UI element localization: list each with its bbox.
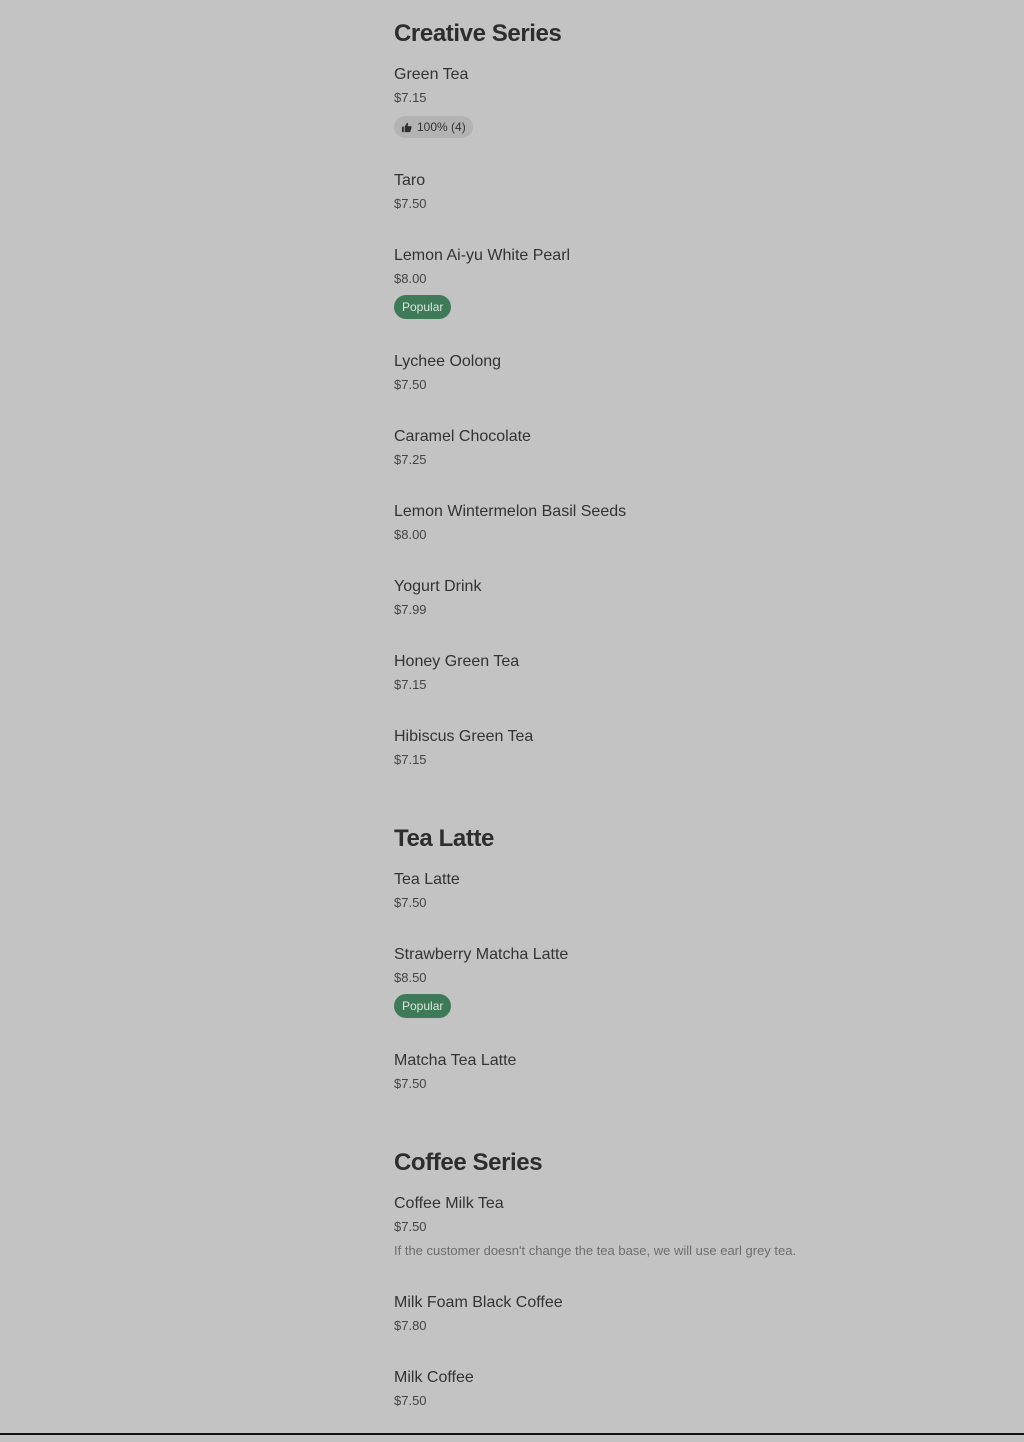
item-name: Caramel Chocolate — [394, 428, 531, 445]
item-price: $7.50 — [394, 196, 427, 211]
section-coffee-series — [394, 1125, 1014, 1410]
rating-badge — [394, 116, 473, 138]
menu-item-yogurt-drink[interactable] — [394, 576, 1014, 619]
item-price: $7.50 — [394, 1219, 427, 1234]
section-title: Tea Latte — [394, 825, 494, 852]
section-creative-series — [394, 0, 1014, 769]
menu-item-lemon-ai-yu-white-pearl[interactable] — [394, 245, 1014, 319]
item-name: Lemon Wintermelon Basil Seeds — [394, 503, 627, 520]
menu-item-matcha-tea-latte[interactable] — [394, 1050, 1014, 1093]
item-name: Milk Coffee — [394, 1369, 474, 1386]
menu-item-caramel-chocolate[interactable] — [394, 426, 1014, 469]
item-price: $7.80 — [394, 1318, 427, 1333]
item-description: If the customer doesn't change the tea base, we will use earl grey tea. — [394, 1243, 797, 1258]
menu-item-coffee-milk-tea[interactable] — [394, 1193, 1014, 1260]
section-title: Creative Series — [394, 20, 562, 47]
item-name: Lychee Oolong — [394, 353, 502, 370]
item-name: Honey Green Tea — [394, 653, 520, 670]
item-price: $7.15 — [394, 752, 427, 767]
rating-text: 100% (4) — [417, 120, 466, 134]
menu-list — [394, 0, 1014, 1442]
item-price: $7.15 — [394, 677, 427, 692]
item-price: $8.00 — [394, 527, 427, 542]
section-title: Coffee Series — [394, 1149, 543, 1176]
menu-item-lychee-oolong[interactable] — [394, 351, 1014, 394]
item-price: $7.50 — [394, 1076, 427, 1091]
menu-item-strawberry-matcha-latte[interactable] — [394, 944, 1014, 1018]
item-price: $7.50 — [394, 895, 427, 910]
section-tea-latte — [394, 801, 1014, 1093]
item-price: $7.25 — [394, 452, 427, 467]
item-price: $7.99 — [394, 602, 427, 617]
menu-item-hibiscus-green-tea[interactable] — [394, 726, 1014, 769]
item-price: $7.15 — [394, 90, 427, 105]
popular-badge: Popular — [394, 994, 451, 1018]
item-name: Taro — [394, 172, 426, 189]
thumbs-up-icon — [401, 122, 412, 133]
item-price: $7.50 — [394, 1393, 427, 1408]
item-name: Strawberry Matcha Latte — [394, 946, 569, 963]
item-name: Green Tea — [394, 66, 469, 83]
menu-item-milk-coffee[interactable] — [394, 1367, 1014, 1410]
item-price: $8.50 — [394, 970, 427, 985]
item-name: Milk Foam Black Coffee — [394, 1294, 563, 1311]
menu-item-taro[interactable] — [394, 170, 1014, 213]
item-name: Matcha Tea Latte — [394, 1052, 517, 1069]
item-name: Lemon Ai-yu White Pearl — [394, 247, 571, 264]
item-name: Yogurt Drink — [394, 578, 482, 595]
menu-item-lemon-wintermelon-basil-seeds[interactable] — [394, 501, 1014, 544]
item-price: $8.00 — [394, 271, 427, 286]
item-name: Hibiscus Green Tea — [394, 728, 534, 745]
menu-item-honey-green-tea[interactable] — [394, 651, 1014, 694]
popular-badge: Popular — [394, 295, 451, 319]
menu-item-green-tea[interactable] — [394, 64, 1014, 138]
menu-item-milk-foam-black-coffee[interactable] — [394, 1292, 1014, 1335]
item-price: $7.50 — [394, 377, 427, 392]
item-name: Tea Latte — [394, 871, 460, 888]
item-name: Coffee Milk Tea — [394, 1195, 504, 1212]
menu-item-tea-latte[interactable] — [394, 869, 1014, 912]
